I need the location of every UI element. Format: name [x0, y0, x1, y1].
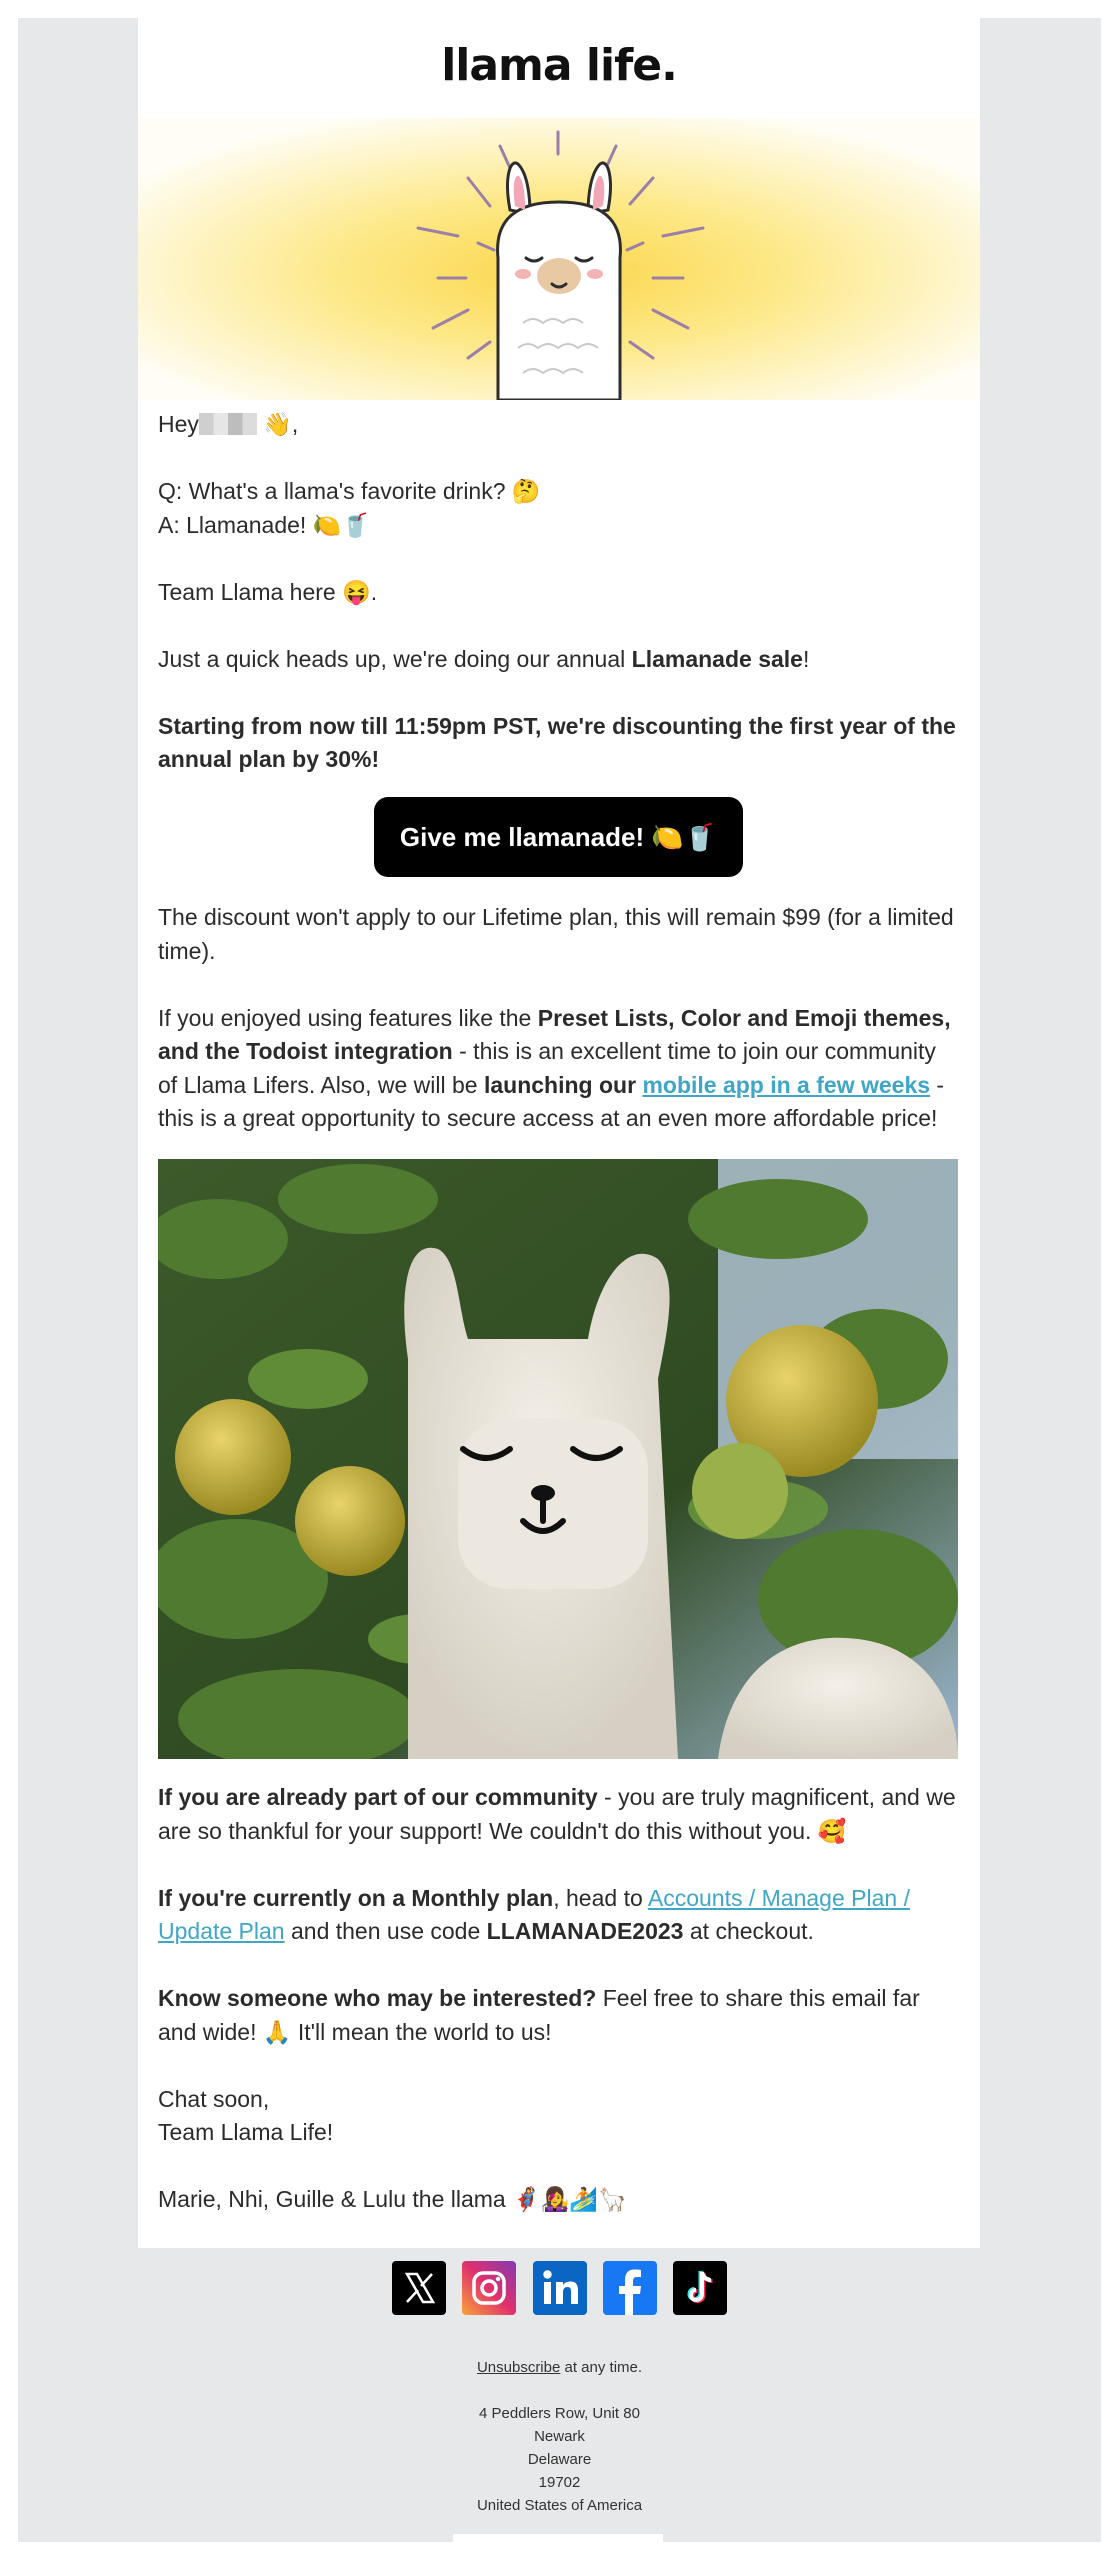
- monthly-text-1: , head to: [553, 1884, 648, 1911]
- address-country: United States of America: [476, 2497, 643, 2514]
- mobile-app-link[interactable]: mobile app in a few weeks: [642, 1071, 931, 1098]
- address-state: Delaware: [527, 2451, 592, 2468]
- joke-question: Q: What's a llama's favorite drink? 🤔: [158, 478, 541, 504]
- email-frame: [18, 18, 1101, 2542]
- heads-up: [158, 643, 958, 677]
- monthly-paragraph: [158, 1882, 958, 1949]
- signoff-line-1: Chat soon,: [158, 2085, 270, 2112]
- instagram-icon[interactable]: [462, 2261, 516, 2315]
- signoff-line-2: Team Llama Life!: [158, 2119, 334, 2145]
- features-text-2: - this is an excellent time to join our community of Llama Lifers. Also, we will be: [158, 1038, 936, 1098]
- greeting-prefix: Hey: [158, 411, 199, 437]
- monthly-text-3: at checkout.: [683, 1918, 814, 1944]
- linkedin-icon[interactable]: [533, 2261, 587, 2315]
- offer-text: Starting from now till 11:59pm PST, we're discounting the first year of the annual plan by 30%!: [158, 712, 956, 772]
- share-text: Feel free to share this email far and wide! 🙏 It'll mean the world to us!: [158, 1985, 920, 2045]
- greeting-suffix: 👋,: [256, 411, 299, 437]
- unsubscribe-text: at any time.: [560, 2359, 643, 2376]
- llama-lemons-photo: [158, 1159, 958, 1759]
- monthly-bold: If you're currently on a Monthly plan: [158, 1884, 554, 1911]
- community-bold: If you are already part of our community: [158, 1784, 598, 1810]
- hero-llama-illustration: [138, 118, 980, 400]
- sale-name: Llamanade sale: [631, 645, 803, 672]
- email-footer: [18, 2356, 1101, 2517]
- manage-plan-link[interactable]: Accounts / Manage Plan / Update Plan: [158, 1884, 910, 1944]
- joke-answer: A: Llamanade! 🍋🥤: [158, 511, 370, 538]
- footer-bar: [453, 2534, 663, 2542]
- address-zip: 19702: [538, 2474, 581, 2491]
- give-me-llamanade-button[interactable]: Give me llamanade! 🍋🥤: [374, 797, 743, 877]
- signoff: [158, 2083, 958, 2150]
- unsubscribe-link[interactable]: Unsubscribe: [476, 2359, 561, 2376]
- features-text-3: - this is a great opportunity to secure access at an even more affordable price!: [158, 1071, 945, 1131]
- address-city: Newark: [534, 2428, 585, 2445]
- discount-note: The discount won't apply to our Lifetime plan, this will remain $99 (for a limited time).: [158, 904, 954, 964]
- promo-code: LLAMANADE2023: [486, 1918, 684, 1944]
- greeting: [158, 408, 958, 442]
- share-paragraph: [158, 1982, 958, 2049]
- facebook-icon[interactable]: [603, 2261, 657, 2315]
- social-links: [18, 2261, 1101, 2315]
- x-icon[interactable]: [392, 2261, 446, 2315]
- brand-logo: llama life.: [441, 40, 677, 91]
- offer: [158, 710, 958, 777]
- address-line: 4 Peddlers Row, Unit 80: [479, 2405, 640, 2422]
- features-text-1: If you enjoyed using features like the: [158, 1004, 538, 1031]
- features-list: Preset Lists, Color and Emoji themes, and the Todoist integration: [158, 1004, 951, 1064]
- community-paragraph: [158, 1781, 958, 1848]
- team-line: Team Llama here 😝.: [158, 578, 378, 605]
- email-card: [138, 18, 980, 2248]
- share-bold: Know someone who may be interested?: [158, 1985, 597, 2011]
- launching-label: launching our: [483, 1071, 643, 1098]
- features-paragraph: [158, 1002, 958, 1136]
- unsubscribe-line: [18, 2356, 1101, 2379]
- email-body: [158, 408, 958, 2250]
- heads-up-end: !: [802, 645, 810, 672]
- signatures: Marie, Nhi, Guille & Lulu the llama 🦸‍♀️👩‍🎤🏄🦙: [158, 2186, 627, 2212]
- heads-up-text: Just a quick heads up, we're doing our annual: [158, 645, 632, 672]
- redacted-name: [199, 413, 257, 435]
- tiktok-icon[interactable]: [673, 2261, 727, 2315]
- cta-wrapper: [158, 797, 958, 877]
- joke: [158, 475, 958, 542]
- monthly-text-2: and then use code: [284, 1918, 487, 1944]
- community-text: - you are truly magnificent, and we are so thankful for your support! We couldn't do this without you. 🥰: [158, 1784, 956, 1844]
